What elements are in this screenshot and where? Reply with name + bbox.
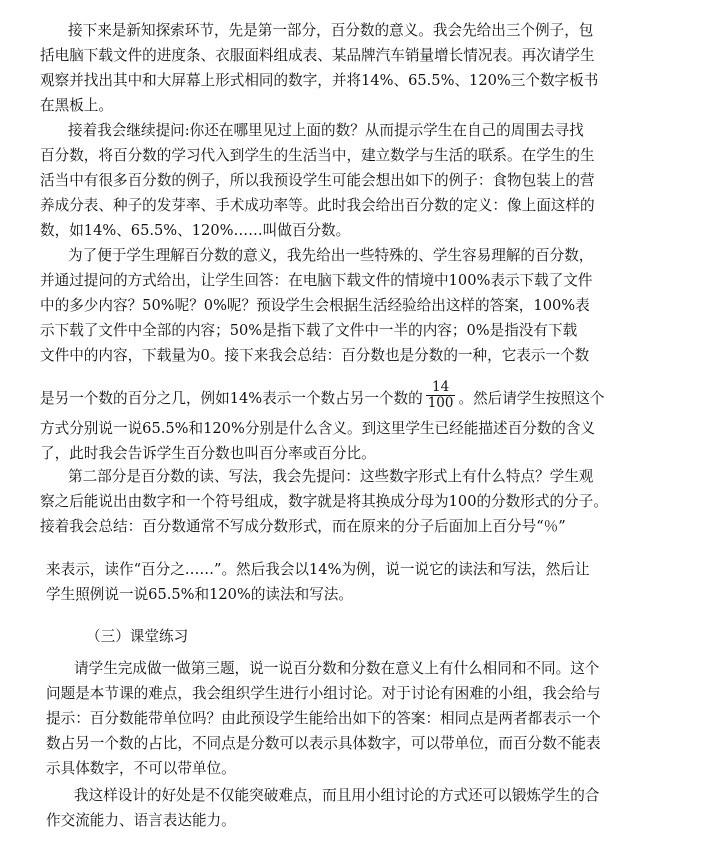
fraction-denominator: 100: [427, 394, 454, 411]
text-line: 数占另一个数的占比，不同点是分数可以表示具体数字，可以带单位，而百分数不能表: [46, 735, 601, 752]
text-line: 示下载了文件中全部的内容；50%是指下载了文件中一半的内容；0%是指没有下载: [40, 322, 578, 339]
text-line: 问题是本节课的难点，我会组织学生进行小组讨论。对于讨论有困难的小组，我会给与: [46, 685, 601, 702]
text-line: 作交流能力、语言表达能力。: [46, 812, 236, 829]
text-line: 在黑板上。: [40, 97, 113, 114]
text-line: 括电脑下载文件的进度条、衣服面料组成表、某品牌汽车销量增长情况表。再次请学生: [40, 47, 595, 64]
text-line: 观察并找出其中和大屏幕上形式相同的数字，并将14%、65.5%、120%三个数字板书: [40, 72, 599, 89]
text-segment: 是另一个数的百分之几，例如14%表示一个数占另一个数的: [40, 390, 423, 407]
text-line: 我这样设计的好处是不仅能突破难点，而且用小组讨论的方式还可以锻炼学生的合: [74, 787, 600, 804]
text-line: 来表示，读作“百分之……”。然后我会以14%为例，说一说它的读法和写法，然后让: [46, 561, 590, 578]
text-line: 示具体数字，不可以带单位。: [46, 760, 236, 777]
text-segment: 。然后请学生按照这个: [458, 390, 605, 407]
fraction: [426, 380, 456, 411]
text-line: 数，如14%、65.5%、120%……叫做百分数。: [40, 222, 351, 239]
text-line: 方式分别说一说65.5%和120%分别是什么含义。到这里学生已经能描述百分数的含义: [40, 420, 596, 437]
text-line: 了，此时我会告诉学生百分数也叫百分率或百分比。: [40, 445, 376, 462]
section-heading: （三）课堂练习: [86, 628, 189, 645]
text-line: 并通过提问的方式给出，让学生回答：在电脑下载文件的情境中100%表示下载了文件: [40, 272, 593, 289]
text-line: 活当中有很多百分数的例子，所以我预设学生可能会想出如下的例子：食物包装上的营: [40, 172, 595, 189]
text-line: 察之后能说出由数字和一个符号组成，数字就是将其换成分母为100的分数形式的分子。: [40, 493, 608, 510]
text-line: 提示：百分数能带单位吗？由此预设学生能给出如下的答案：相同点是两者都表示一个: [46, 710, 601, 727]
text-line: 文件中的内容，下载量为0。接下来我会总结：百分数也是分数的一种，它表示一个数: [40, 347, 590, 364]
text-line: 学生照例说一说65.5%和120%的读法和写法。: [46, 586, 353, 603]
text-line: 接着我会总结：百分数通常不写成分数形式，而在原来的分子后面加上百分号“％”: [40, 518, 566, 535]
text-line: 百分数，将百分数的学习代入到学生的生活当中，建立数学与生活的联系。在学生的生: [40, 147, 595, 164]
text-line: 第二部分是百分数的读、写法，我会先提问：这些数字形式上有什么特点？学生观: [68, 468, 594, 485]
text-line: 接下来是新知探索环节，先是第一部分，百分数的意义。我会先给出三个例子，包: [68, 22, 594, 39]
fraction-numerator: 14: [426, 380, 456, 396]
text-line: 中的多少内容？50%呢？0%呢？预设学生会根据生活经验给出这样的答案，100%表: [40, 297, 590, 314]
text-line: 为了便于学生理解百分数的意义，我先给出一些特殊的、学生容易理解的百分数，: [68, 247, 594, 264]
text-line: 养成分表、种子的发芽率、手术成功率等。此时我会给出百分数的定义：像上面这样的: [40, 197, 595, 214]
text-line: 接着我会继续提问:你还在哪里见过上面的数？从而提示学生在自己的周围去寻找: [68, 122, 584, 139]
text-line: 请学生完成做一做第三题，说一说百分数和分数在意义上有什么相同和不同。这个: [74, 660, 600, 677]
fraction-line: [40, 378, 605, 417]
